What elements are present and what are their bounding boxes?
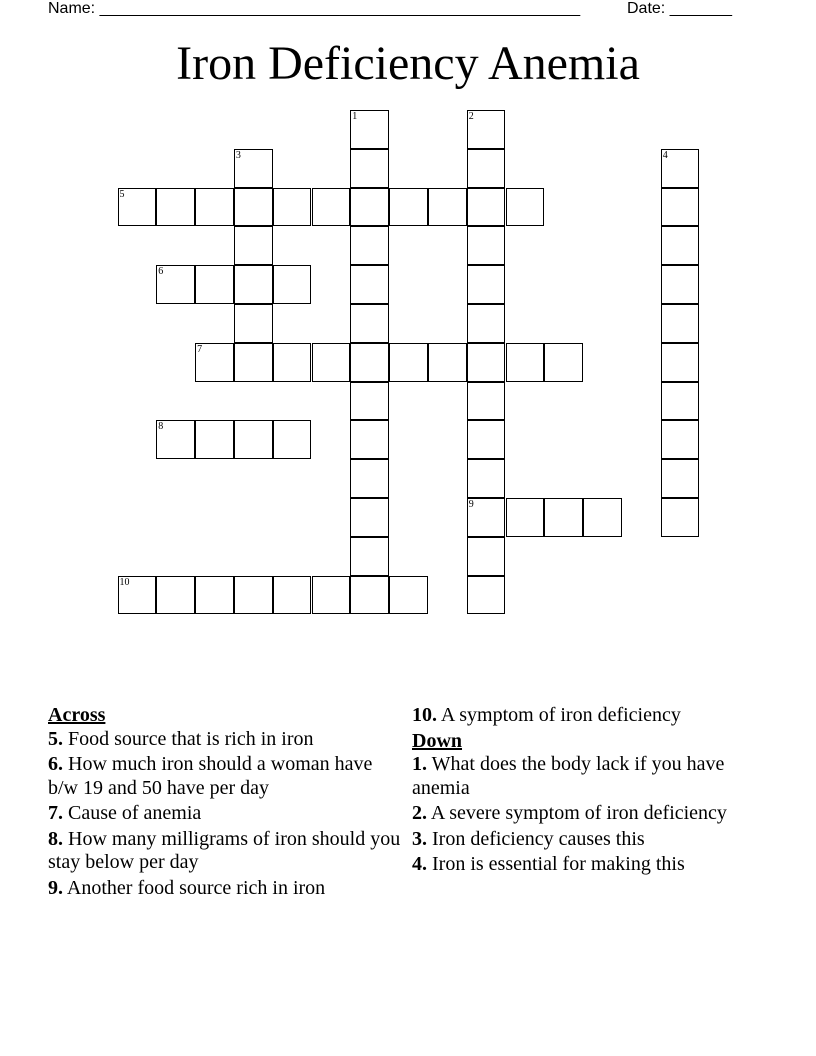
clue-down-1: 1. What does the body lack if you have anemia [412, 753, 725, 799]
clue-across-7: 7. Cause of anemia [48, 802, 202, 824]
clue-number: 1 [352, 111, 358, 122]
grid-cell[interactable] [583, 498, 622, 537]
grid-cell[interactable] [661, 265, 700, 304]
grid-cell[interactable] [467, 420, 506, 459]
grid-cell[interactable] [195, 188, 234, 227]
clue-number: 2 [468, 111, 474, 122]
grid-cell[interactable] [273, 188, 312, 227]
grid-cell[interactable] [467, 149, 506, 188]
clues-right-column [412, 704, 752, 879]
grid-cell[interactable] [350, 110, 389, 149]
grid-cell[interactable] [156, 265, 195, 304]
clue-down-3: 3. Iron deficiency causes this [412, 827, 645, 850]
grid-cell[interactable] [428, 188, 467, 227]
clue-across-10: 10. A symptom of iron deficiency [412, 704, 681, 726]
grid-cell[interactable] [350, 576, 389, 615]
grid-cell[interactable] [467, 226, 506, 265]
grid-cell[interactable] [156, 576, 195, 615]
grid-cell[interactable] [234, 265, 273, 304]
grid-cell[interactable] [467, 188, 506, 227]
grid-cell[interactable] [195, 265, 234, 304]
grid-cell[interactable] [467, 576, 506, 615]
down-heading: Down [412, 729, 463, 752]
grid-cell[interactable] [389, 188, 428, 227]
grid-cell[interactable] [195, 343, 234, 382]
grid-cell[interactable] [389, 576, 428, 615]
grid-cell[interactable] [467, 459, 506, 498]
grid-cell[interactable] [195, 420, 234, 459]
grid-cell[interactable] [273, 576, 312, 615]
clue-number: 5 [119, 188, 125, 200]
grid-cell[interactable] [467, 382, 506, 421]
grid-cell[interactable] [195, 576, 234, 615]
grid-cell[interactable] [234, 188, 273, 227]
grid-cell[interactable] [350, 149, 389, 188]
grid-cell[interactable] [234, 149, 273, 188]
grid-cell[interactable] [234, 576, 273, 615]
grid-cell[interactable] [661, 304, 700, 343]
grid-cell[interactable] [312, 576, 351, 615]
grid-cell[interactable] [234, 420, 273, 459]
across-heading: Across [48, 704, 106, 726]
grid-cell[interactable] [350, 343, 389, 382]
clue-number: 8 [158, 421, 164, 433]
grid-cell[interactable] [312, 343, 351, 382]
grid-cell[interactable] [544, 343, 583, 382]
clue-number: 4 [662, 149, 668, 161]
grid-cell[interactable] [118, 576, 157, 615]
grid-cell[interactable] [350, 382, 389, 421]
clue-number: 3 [235, 149, 241, 161]
clue-number: 6 [158, 266, 164, 278]
grid-cell[interactable] [661, 498, 700, 537]
clue-number: 10 [119, 576, 130, 588]
grid-cell[interactable] [273, 265, 312, 304]
page-title: Iron Deficiency Anemia [176, 37, 640, 90]
grid-cell[interactable] [273, 343, 312, 382]
grid-cell[interactable] [118, 188, 157, 227]
grid-cell[interactable] [467, 343, 506, 382]
grid-cell[interactable] [467, 537, 506, 576]
grid-cell[interactable] [467, 498, 506, 537]
grid-cell[interactable] [661, 188, 700, 227]
clue-across-6: 6. How much iron should a woman have b/w 19 and 50 have per day [48, 753, 373, 799]
grid-cell[interactable] [350, 304, 389, 343]
grid-cell[interactable] [350, 420, 389, 459]
grid-cell[interactable] [467, 110, 506, 149]
grid-cell[interactable] [312, 188, 351, 227]
grid-cell[interactable] [273, 420, 312, 459]
grid-cell[interactable] [467, 265, 506, 304]
grid-cell[interactable] [350, 226, 389, 265]
grid-cell[interactable] [506, 188, 545, 227]
grid-cell[interactable] [350, 188, 389, 227]
grid-cell[interactable] [661, 226, 700, 265]
clue-across-5: 5. Food source that is rich in iron [48, 727, 314, 750]
grid-cell[interactable] [234, 304, 273, 343]
clues-left-column [48, 704, 403, 902]
clue-down-2: 2. A severe symptom of iron deficiency [412, 802, 727, 824]
grid-cell[interactable] [156, 188, 195, 227]
grid-cell[interactable] [661, 149, 700, 188]
grid-cell[interactable] [389, 343, 428, 382]
clue-number: 7 [197, 343, 203, 355]
grid-cell[interactable] [234, 226, 273, 265]
clue-down-4: 4. Iron is essential for making this [412, 853, 685, 875]
grid-cell[interactable] [544, 498, 583, 537]
clue-across-8: 8. How many milligrams of iron should you stay below per day [48, 827, 401, 873]
grid-cell[interactable] [661, 343, 700, 382]
name-field-label[interactable]: Name: ______________________________________________________ [48, 0, 581, 17]
grid-cell[interactable] [506, 343, 545, 382]
grid-cell[interactable] [428, 343, 467, 382]
grid-cell[interactable] [661, 420, 700, 459]
grid-cell[interactable] [661, 459, 700, 498]
date-field-label[interactable]: Date: _______ [627, 0, 732, 17]
grid-cell[interactable] [234, 343, 273, 382]
grid-cell[interactable] [661, 382, 700, 421]
grid-cell[interactable] [506, 498, 545, 537]
clue-across-9: 9. Another food source rich in iron [48, 876, 326, 899]
grid-cell[interactable] [350, 498, 389, 537]
clue-number: 9 [468, 499, 474, 510]
grid-cell[interactable] [467, 304, 506, 343]
grid-cell[interactable] [350, 537, 389, 576]
grid-cell[interactable] [156, 420, 195, 459]
grid-cell[interactable] [350, 265, 389, 304]
grid-cell[interactable] [350, 459, 389, 498]
